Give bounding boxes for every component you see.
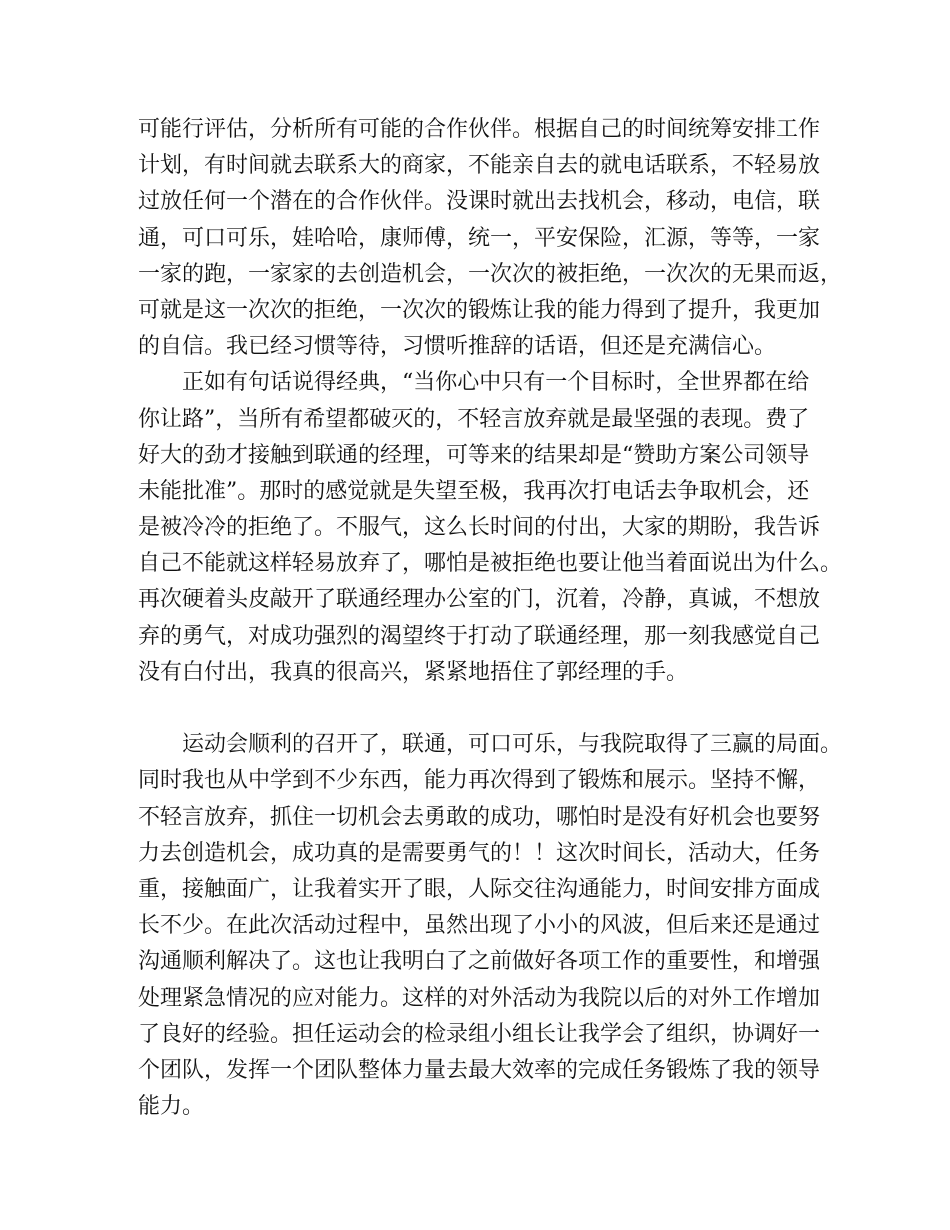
text-line: 个团队，发挥一个团队整体力量去最大效率的完成任务锻炼了我的领导 bbox=[138, 1057, 821, 1083]
paragraph-3 bbox=[138, 727, 843, 1125]
text-line: 再次硬着头皮敲开了联通经理办公室的门，沉着，冷静，真诚，不想放 bbox=[138, 587, 821, 613]
text-line: 你让路”，当所有希望都破灭的，不轻言放弃就是最坚强的表现。费了 bbox=[138, 406, 810, 432]
text-line: 的自信。我已经习惯等待，习惯听推辞的话语，但还是充满信心。 bbox=[138, 334, 777, 360]
text-line: 可就是这一次次的拒绝，一次次的锻炼让我的能力得到了提升，我更加 bbox=[138, 297, 821, 323]
body-text bbox=[138, 112, 843, 1125]
text-line: 正如有句话说得经典，“当你心中只有一个目标时，全世界都在给 bbox=[182, 370, 810, 396]
text-line: 弃的勇气，对成功强烈的渴望终于打动了联通经理，那一刻我感觉自己 bbox=[138, 623, 821, 649]
text-line: 没有白付出，我真的很高兴，紧紧地捂住了郭经理的手。 bbox=[138, 659, 689, 685]
text-line bbox=[138, 691, 828, 727]
text-line: 长不少。在此次活动过程中，虽然出现了小小的风波，但后来还是通过 bbox=[138, 913, 821, 939]
text-line: 计划，有时间就去联系大的商家，不能亲自去的就电话联系，不轻易放 bbox=[138, 153, 821, 179]
paragraph-1 bbox=[138, 112, 843, 365]
text-line: 重，接触面广，让我着实开了眼，人际交往沟通能力，时间安排方面成 bbox=[138, 876, 821, 902]
text-line: 同时我也从中学到不少东西，能力再次得到了锻炼和展示。坚持不懈， bbox=[138, 768, 821, 794]
text-line: 处理紧急情况的应对能力。这样的对外活动为我院以后的对外工作增加 bbox=[138, 985, 821, 1011]
paragraph-2 bbox=[138, 365, 843, 727]
text-line: 了良好的经验。担任运动会的检录组小组长让我学会了组织，协调好一 bbox=[138, 1021, 821, 1047]
text-line: 过放任何一个潜在的合作伙伴。没课时就出去找机会，移动，电信，联 bbox=[138, 189, 821, 215]
text-line: 未能批准”。那时的感觉就是失望至极，我再次打电话去争取机会，还 bbox=[138, 478, 810, 504]
text-line: 不轻言放弃，抓住一切机会去勇敢的成功，哪怕时是没有好机会也要努 bbox=[138, 804, 821, 830]
text-line: 可能行评估，分析所有可能的合作伙伴。根据自己的时间统筹安排工作 bbox=[138, 117, 821, 142]
text-line: 一家的跑，一家家的去创造机会，一次次的被拒绝，一次次的无果而返， bbox=[138, 261, 843, 287]
text-line: 通，可口可乐，娃哈哈，康师傅，统一，平安保险，汇源，等等，一家 bbox=[138, 225, 821, 251]
text-line: 力去创造机会，成功真的是需要勇气的！！这次时间长，活动大，任务 bbox=[138, 840, 821, 866]
text-line: 能力。 bbox=[138, 1094, 205, 1120]
text-line: 是被冷冷的拒绝了。不服气，这么长时间的付出，大家的期盼，我告诉 bbox=[138, 515, 821, 541]
text-line: 运动会顺利的召开了，联通，可口可乐，与我院取得了三赢的局面。 bbox=[182, 732, 843, 758]
text-line: 沟通顺利解决了。这也让我明白了之前做好各项工作的重要性，和增强 bbox=[138, 949, 821, 975]
text-line: 好大的劲才接触到联通的经理，可等来的结果却是“赞助方案公司领导 bbox=[138, 442, 810, 468]
text-line: 自己不能就这样轻易放弃了，哪怕是被拒绝也要让他当着面说出为什么。 bbox=[138, 551, 843, 577]
